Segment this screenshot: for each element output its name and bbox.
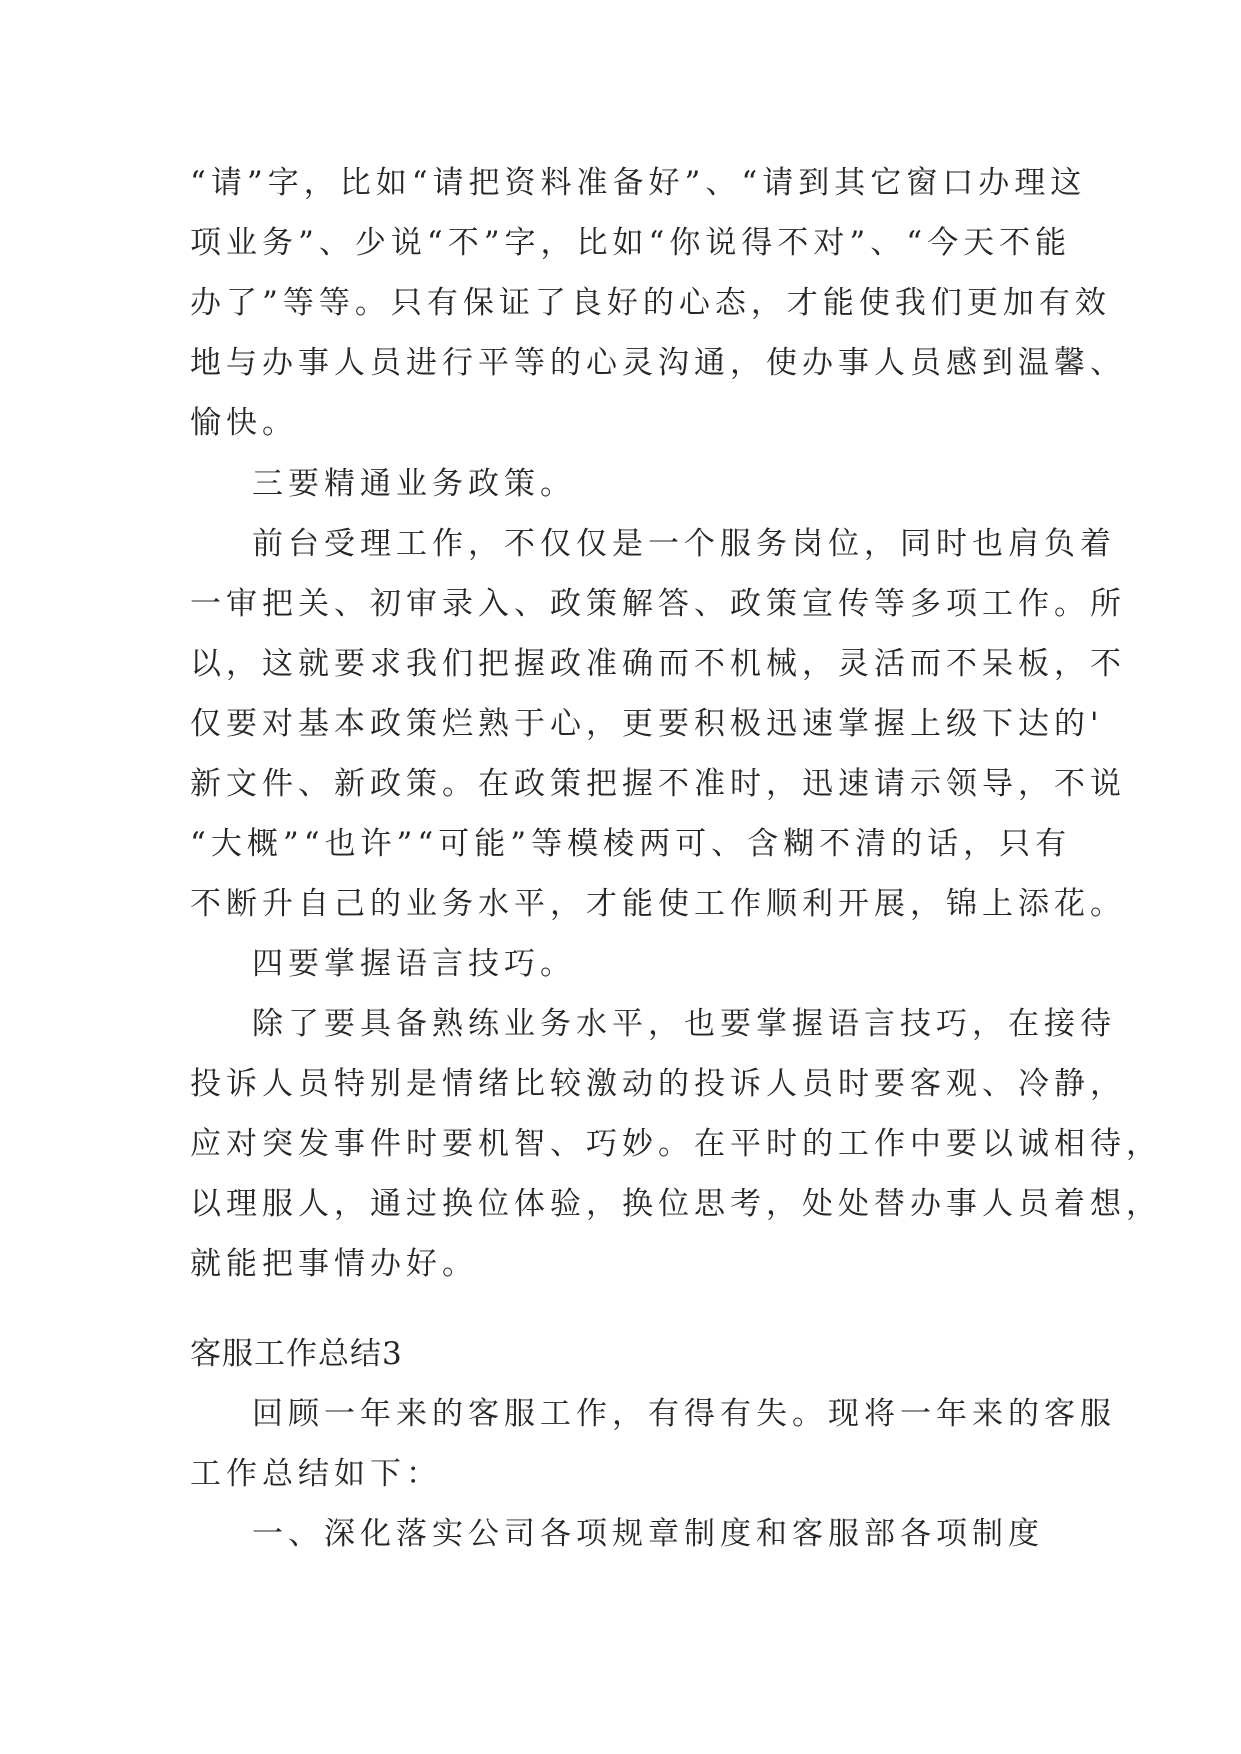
paragraph-line: 项业务”、少说“不”字，比如“你说得不对”、“今天不能 [190, 225, 1072, 261]
paragraph-line: 投诉人员特别是情绪比较激动的投诉人员时要客观、冷静， [190, 1066, 1126, 1102]
paragraph-line: 前台受理工作，不仅仅是一个服务岗位，同时也肩负着 [252, 526, 1116, 562]
paragraph-line: 一审把关、初审录入、政策解答、政策宣传等多项工作。所 [190, 586, 1126, 622]
section-heading: 一、深化落实公司各项规章制度和客服部各项制度 [252, 1516, 1044, 1552]
paragraph-line: “请”字，比如“请把资料准备好”、“请到其它窗口办理这 [190, 165, 1087, 201]
paragraph-line: 办了”等等。只有保证了良好的心态，才能使我们更加有效 [190, 285, 1111, 321]
section-heading: 三要精通业务政策。 [252, 466, 576, 502]
paragraph-line: 以理服人，通过换位体验，换位思考，处处替办事人员着想， [190, 1186, 1162, 1222]
paragraph-line: 应对突发事件时要机智、巧妙。在平时的工作中要以诚相待， [190, 1126, 1162, 1162]
paragraph-line: 地与办事人员进行平等的心灵沟通，使办事人员感到温馨、 [190, 345, 1126, 381]
paragraph-line: 回顾一年来的客服工作，有得有失。现将一年来的客服 [252, 1396, 1116, 1432]
paragraph-line: 工作总结如下： [190, 1456, 442, 1492]
paragraph-line: 仅要对基本政策烂熟于心，更要积极迅速掌握上级下达的' [190, 706, 1104, 742]
paragraph-line: 不断升自己的业务水平，才能使工作顺利开展，锦上添花。 [190, 886, 1126, 922]
paragraph-line: 除了要具备熟练业务水平，也要掌握语言技巧，在接待 [252, 1006, 1116, 1042]
paragraph-line: 新文件、新政策。在政策把握不准时，迅速请示领导，不说 [190, 766, 1126, 802]
paragraph-line: 就能把事情办好。 [190, 1246, 478, 1282]
paragraph-line: 以，这就要求我们把握政准确而不机械，灵活而不呆板，不 [190, 646, 1126, 682]
paragraph-line: “大概”“也许”“可能”等模棱两可、含糊不清的话，只有 [190, 826, 1072, 862]
paragraph-line: 愉快。 [190, 405, 298, 441]
document-heading: 客服工作总结3 [190, 1336, 403, 1372]
section-heading: 四要掌握语言技巧。 [252, 946, 576, 982]
